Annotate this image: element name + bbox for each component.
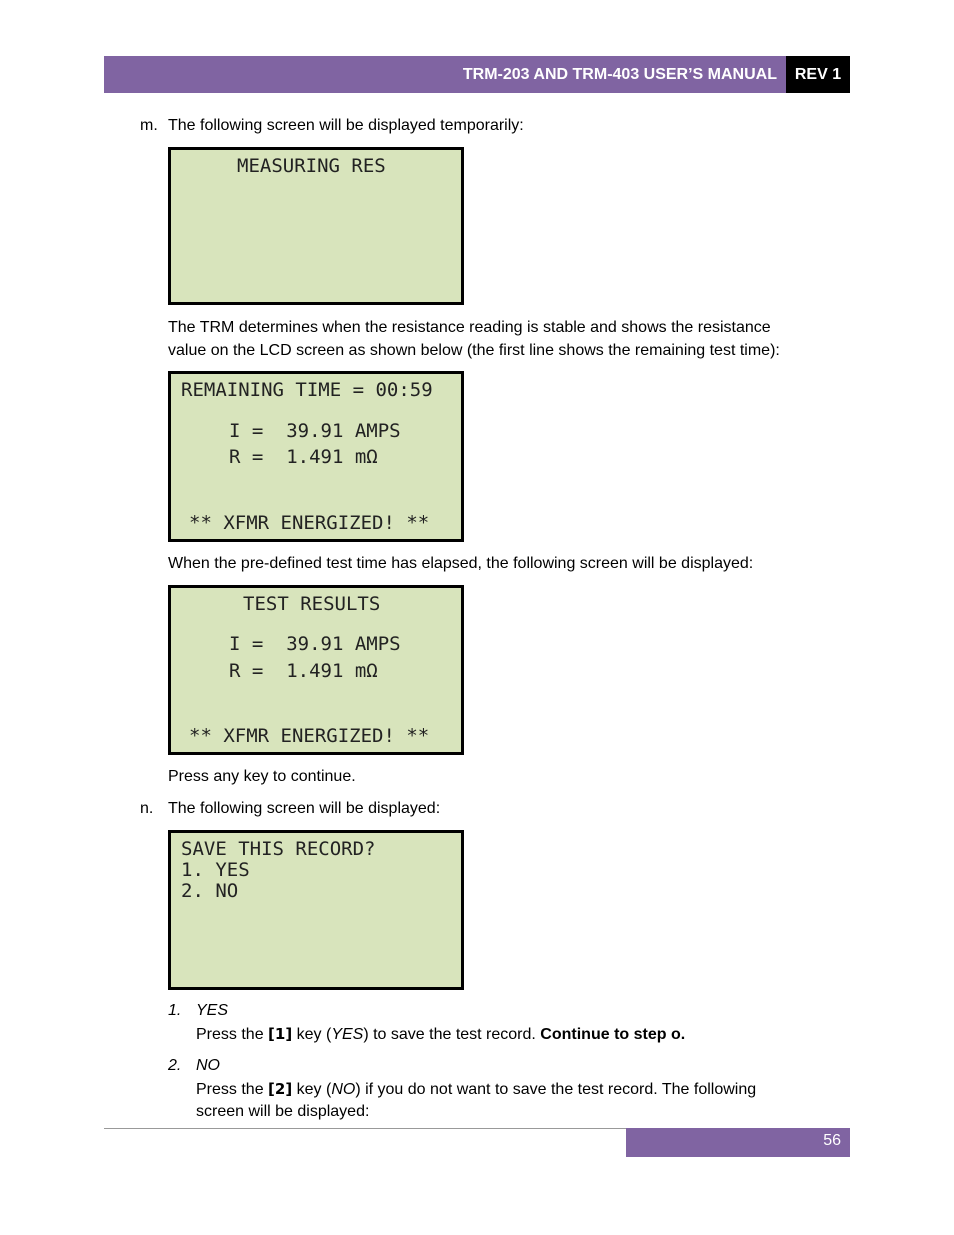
option-1-label: YES: [196, 1002, 229, 1019]
lcd-line: R = 1.491 mΩ: [229, 660, 378, 682]
option-1-description: [196, 1024, 685, 1045]
lcd-line: SAVE THIS RECORD?: [181, 838, 376, 860]
step-m-marker: m.: [140, 117, 158, 134]
lcd-screen-results: [168, 585, 464, 755]
option-2-description-line2: screen will be displayed:: [196, 1103, 370, 1120]
lcd-line: ** XFMR ENERGIZED! **: [189, 512, 430, 534]
lcd-line: 2. NO: [181, 880, 239, 902]
option-2-description: [196, 1079, 756, 1100]
lcd-line: MEASURING RES: [237, 155, 386, 177]
manual-title: TRM-203 AND TRM-403 USER’S MANUAL: [462, 66, 777, 83]
text-run: key (: [292, 1026, 332, 1043]
text-run: Press the: [196, 1081, 269, 1098]
lcd-screen-remaining: [168, 371, 464, 542]
text-run: ) if you do not want to save the test record. The following: [355, 1081, 757, 1098]
paragraph-line: The TRM determines when the resistance reading is stable and shows the resistance: [168, 319, 771, 336]
page-number: 56: [626, 1128, 850, 1157]
lcd-line: R = 1.491 mΩ: [229, 446, 378, 468]
option-2-label: NO: [196, 1057, 220, 1074]
lcd-line: TEST RESULTS: [243, 593, 381, 615]
lcd-line: I = 39.91 AMPS: [229, 420, 401, 442]
lcd-screen-save: [168, 830, 464, 990]
footer-rule: [104, 1128, 626, 1129]
lcd-line: I = 39.91 AMPS: [229, 633, 401, 655]
paragraph-line: Press any key to continue.: [168, 768, 356, 785]
key-2-label: [2]: [268, 1080, 293, 1098]
lcd-line: REMAINING TIME = 00:59: [181, 379, 433, 401]
text-run: NO: [331, 1081, 356, 1098]
step-m-text: The following screen will be displayed temporarily:: [168, 117, 524, 134]
lcd-line: 1. YES: [181, 859, 250, 881]
text-run: Press the: [196, 1026, 269, 1043]
text-run: ) to save the test record.: [363, 1026, 541, 1043]
page-header: [104, 56, 850, 93]
text-run: YES: [331, 1026, 364, 1043]
step-n-text: The following screen will be displayed:: [168, 800, 441, 817]
option-2-marker: 2.: [168, 1057, 182, 1074]
lcd-line: ** XFMR ENERGIZED! **: [189, 725, 430, 747]
option-1-marker: 1.: [168, 1002, 182, 1019]
step-n-marker: n.: [140, 800, 154, 817]
text-run: key (: [292, 1081, 332, 1098]
key-1-label: [1]: [268, 1025, 293, 1043]
continue-note: Continue to step o.: [540, 1026, 686, 1043]
revision-badge: REV 1: [786, 56, 850, 93]
paragraph-line: When the pre-defined test time has elapsed, the following screen will be displayed:: [168, 555, 754, 572]
paragraph-line: value on the LCD screen as shown below (the first line shows the remaining test time):: [168, 342, 780, 359]
lcd-screen-measuring: [168, 147, 464, 305]
